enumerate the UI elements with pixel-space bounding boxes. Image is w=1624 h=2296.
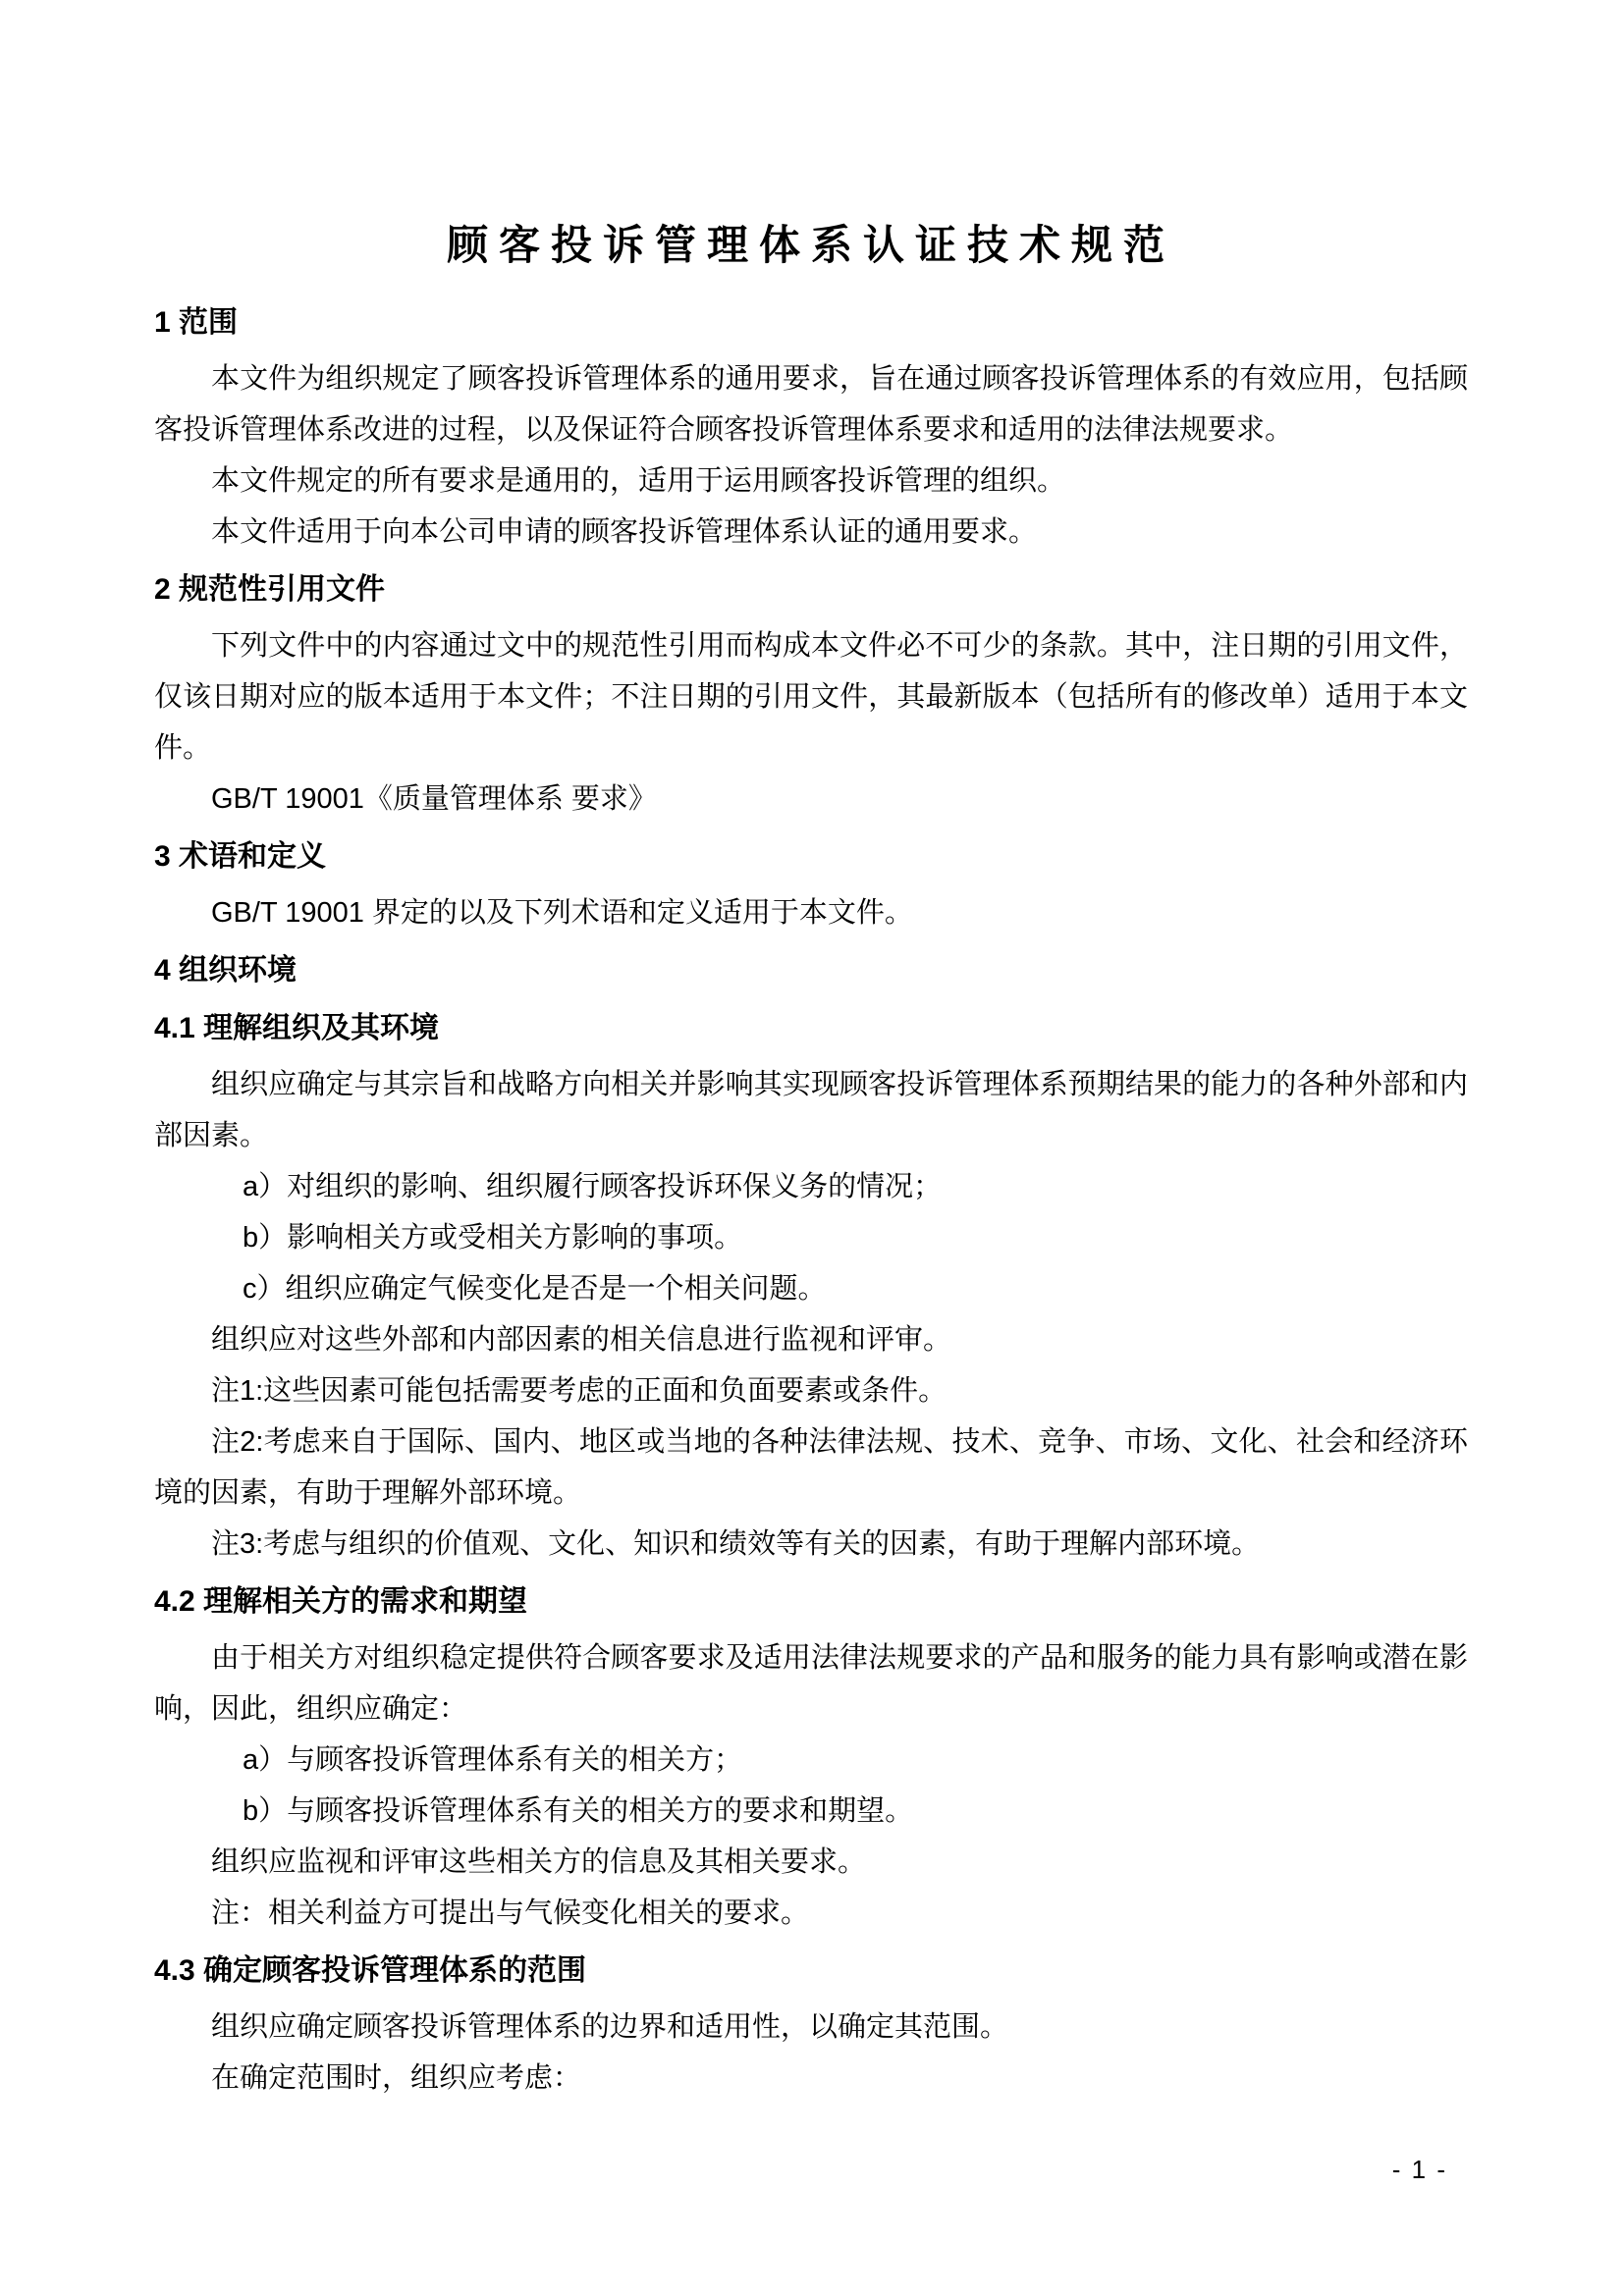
paragraph: 本文件适用于向本公司申请的顾客投诉管理体系认证的通用要求。 <box>211 516 1038 548</box>
note-line-3: 注3:考虑与组织的价值观、文化、知识和绩效等有关的因素，有助于理解内部环境。 <box>211 1528 1261 1560</box>
list-item-a: a）与顾客投诉管理体系有关的相关方； <box>243 1744 743 1776</box>
section-heading-2: 2 规范性引用文件 <box>154 573 386 606</box>
document-body <box>154 297 1468 2104</box>
normative-reference: GB/T 19001《质量管理体系 要求》 <box>211 783 657 815</box>
section-heading-3: 3 术语和定义 <box>154 840 327 873</box>
paragraph: 本文件为组织规定了顾客投诉管理体系的通用要求，旨在通过顾客投诉管理体系的有效应用，包括顾客投诉管理体系改进的过程，以及保证符合顾客投诉管理体系要求和适用的法律法规要求。 <box>154 363 1468 446</box>
note-line-1: 注1:这些因素可能包括需要考虑的正面和负面要素或条件。 <box>211 1375 947 1407</box>
paragraph: 组织应确定顾客投诉管理体系的边界和适用性，以确定其范围。 <box>211 2011 1009 2043</box>
section-heading-4: 4 组织环境 <box>154 954 298 987</box>
note-line-2: 注2:考虑来自于国际、国内、地区或当地的各种法律法规、技术、竞争、市场、文化、社会和经济环境的因素，有助于理解外部环境。 <box>154 1426 1468 1509</box>
paragraph: 由于相关方对组织稳定提供符合顾客要求及适用法律法规要求的产品和服务的能力具有影响或潜在影响，因此，组织应确定： <box>154 1642 1468 1725</box>
note-line: 注：相关利益方可提出与气候变化相关的要求。 <box>211 1897 810 1929</box>
page-number: - 1 - <box>1391 2155 1447 2184</box>
section-heading-4-1: 4.1 理解组织及其环境 <box>154 1012 440 1044</box>
list-item-a: a）对组织的影响、组织履行顾客投诉环保义务的情况； <box>243 1171 943 1202</box>
paragraph: GB/T 19001 界定的以及下列术语和定义适用于本文件。 <box>211 897 913 929</box>
document-title: 顾客投诉管理体系认证技术规范 <box>446 222 1175 268</box>
paragraph: 下列文件中的内容通过文中的规范性引用而构成本文件必不可少的条款。其中，注日期的引用文件，仅该日期对应的版本适用于本文件；不注日期的引用文件，其最新版本（包括所有的修改单）适用于本文件。 <box>154 630 1468 764</box>
paragraph: 本文件规定的所有要求是通用的，适用于运用顾客投诉管理的组织。 <box>211 465 1066 497</box>
paragraph: 组织应确定与其宗旨和战略方向相关并影响其实现顾客投诉管理体系预期结果的能力的各种外部和内部因素。 <box>154 1069 1468 1151</box>
list-item-b: b）与顾客投诉管理体系有关的相关方的要求和期望。 <box>243 1795 914 1827</box>
list-item-c: c）组织应确定气候变化是否是一个相关问题。 <box>243 1273 827 1305</box>
section-heading-1: 1 范围 <box>154 306 239 339</box>
list-item-b: b）影响相关方或受相关方影响的事项。 <box>243 1222 743 1254</box>
paragraph: 在确定范围时，组织应考虑： <box>211 2062 582 2094</box>
section-heading-4-3: 4.3 确定顾客投诉管理体系的范围 <box>154 1954 587 1987</box>
paragraph: 组织应监视和评审这些相关方的信息及其相关要求。 <box>211 1846 867 1878</box>
section-heading-4-2: 4.2 理解相关方的需求和期望 <box>154 1585 528 1618</box>
paragraph: 组织应对这些外部和内部因素的相关信息进行监视和评审。 <box>211 1324 952 1356</box>
